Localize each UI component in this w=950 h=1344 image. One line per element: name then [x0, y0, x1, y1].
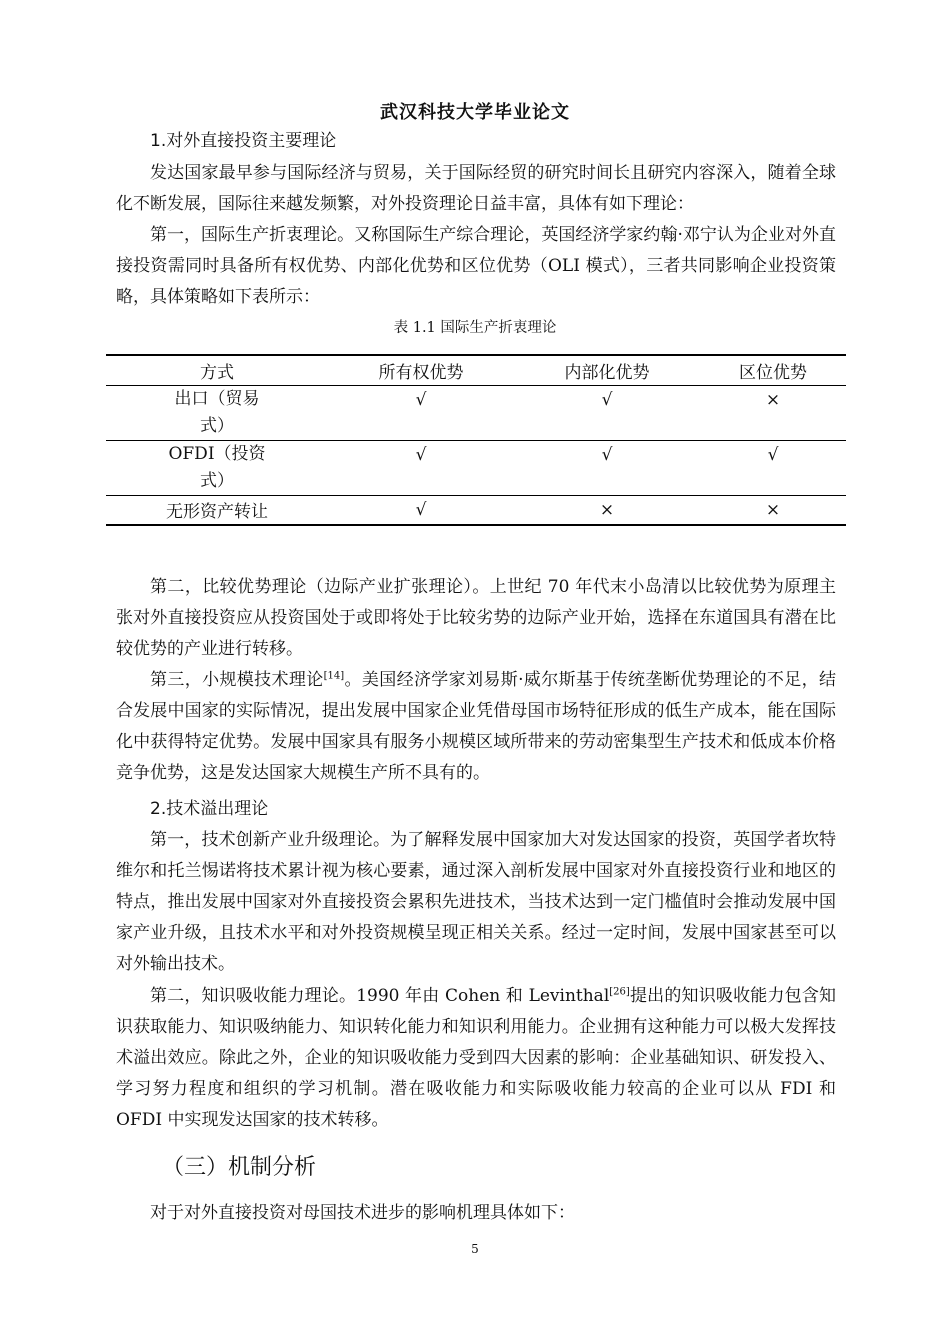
table-cell: √ — [328, 385, 514, 440]
row-label: 出口（贸易式） — [174, 388, 260, 436]
page-number: 5 — [471, 1242, 479, 1256]
table-cell: √ — [514, 385, 700, 440]
table-cell: √ — [328, 440, 514, 495]
table-cell: × — [700, 385, 846, 440]
table-header-cell: 区位优势 — [700, 355, 846, 385]
table-cell: √ — [514, 440, 700, 495]
paragraph-tech-innovation: 第一，技术创新产业升级理论。为了解释发展中国家加大对发达国家的投资，英国学者坎特维尔和托兰惕诺将技术累计视为核心要素，通过深入剖析发展中国家对外直接投资行业和地区的特点，推出发展中国家对外直接投资会累积先进技术，当技术达到一定门槛值时会推动发展中国家产业升级，且技术水平和对外投资规模呈现正相关关系。经过一定时间，发展中国家甚至可以对外输出技术。 — [116, 830, 836, 974]
row-label: 无形资产转让 — [106, 495, 328, 525]
table-cell: √ — [700, 440, 846, 495]
paragraph-second-theory: 第二，比较优势理论（边际产业扩张理论）。上世纪 70 年代末小岛清以比较优势为原理主张对外直接投资应从投资国处于或即将处于比较劣势的边际产业开始，选择在东道国具有潜在比较优势的产业进行转移。 — [116, 577, 836, 659]
section-heading-1: 1.对外直接投资主要理论 — [150, 131, 337, 151]
table-row — [106, 385, 846, 440]
paragraph-knowledge-absorption: 第二，知识吸收能力理论。1990 年由 Cohen 和 Levinthal[26]提出的知识吸收能力包含知识获取能力、知识吸纳能力、知识转化能力和知识利用能力。企业拥有这种能力可以极大发挥技术溢出效应。除此之外，企业的知识吸收能力受到四大因素的影响：企业基础知识、研发投入、学习努力程度和组织的学习机制。潜在吸收能力和实际吸收能力较高的企业可以从 FDI 和 OFDI 中实现发达国家的技术转移。 — [116, 986, 836, 1130]
paragraph-mechanism: 对于对外直接投资对母国技术进步的影响机理具体如下： — [150, 1203, 575, 1223]
table-row — [106, 440, 846, 495]
row-label: OFDI（投资式） — [168, 443, 266, 491]
table-caption: 表 1.1 国际生产折衷理论 — [393, 320, 557, 336]
citation-ref: [14] — [323, 670, 345, 682]
table-header-cell: 内部化优势 — [514, 355, 700, 385]
table-header-cell: 方式 — [106, 355, 328, 385]
table-row — [106, 495, 846, 525]
table-cell: √ — [328, 495, 514, 525]
theory-table — [106, 354, 846, 526]
page-header-title: 武汉科技大学毕业论文 — [380, 102, 570, 123]
table-header-cell: 所有权优势 — [328, 355, 514, 385]
section-heading-3: （三）机制分析 — [162, 1155, 317, 1180]
paragraph-first-theory: 第一，国际生产折衷理论。又称国际生产综合理论，英国经济学家约翰·邓宁认为企业对外直接投资需同时具备所有权优势、内部化优势和区位优势（OLI 模式），三者共同影响企业投资策略，具体策略如下表所示： — [116, 225, 836, 307]
citation-ref: [26] — [609, 986, 630, 998]
section-heading-2: 2.技术溢出理论 — [150, 799, 269, 819]
table-header-row — [106, 355, 846, 385]
table-cell: × — [700, 495, 846, 525]
table-cell: × — [514, 495, 700, 525]
paragraph-third-theory: 第三，小规模技术理论[14]。美国经济学家刘易斯·威尔斯基于传统垄断优势理论的不足，结合发展中国家的实际情况，提出发展中国家企业凭借母国市场特征形成的低生产成本，能在国际化中获得特定优势。发展中国家具有服务小规模区域所带来的劳动密集型生产技术和低成本价格竞争优势，这是发达国家大规模生产所不具有的。 — [116, 670, 836, 783]
paragraph-intro: 发达国家最早参与国际经济与贸易，关于国际经贸的研究时间长且研究内容深入，随着全球化不断发展，国际往来越发频繁，对外投资理论日益丰富，具体有如下理论： — [116, 163, 836, 214]
